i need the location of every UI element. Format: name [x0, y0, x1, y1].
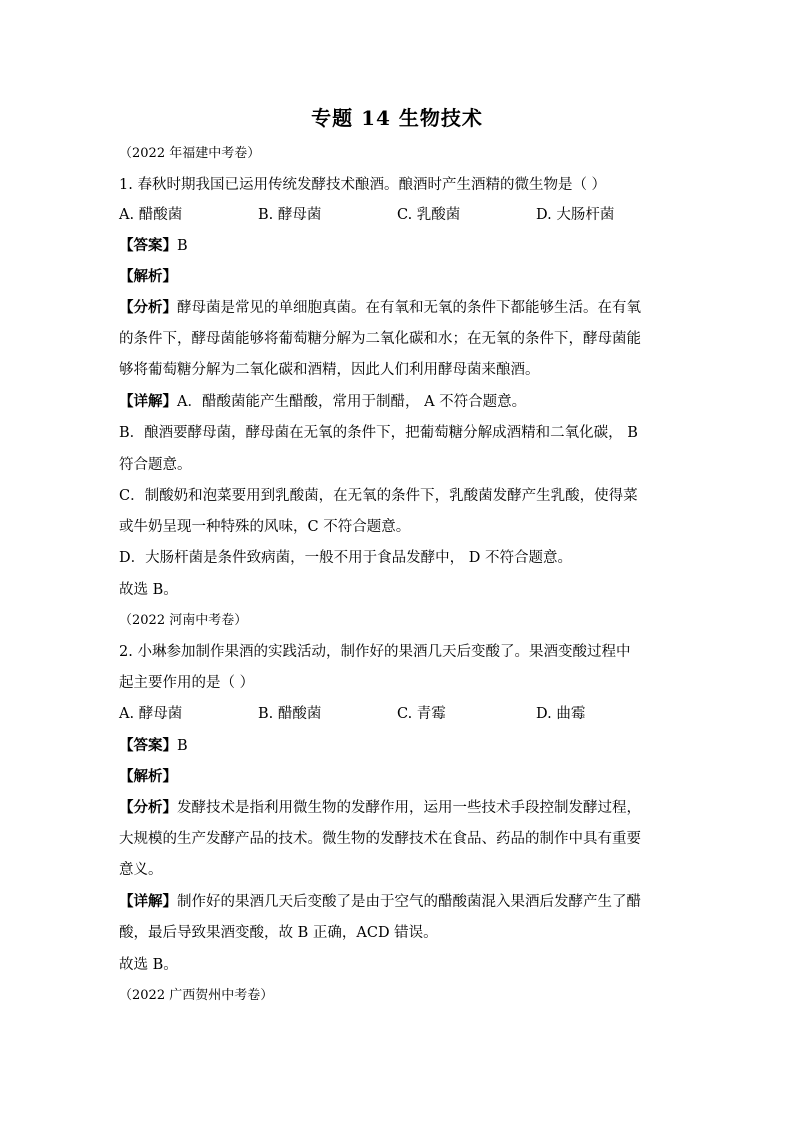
- page-title: 专题 14 生物技术: [311, 106, 483, 130]
- q1-answer: [119, 236, 679, 256]
- q2-xiangjie-text-1: 制作好的果酒几天后变酸了是由于空气的醋酸菌混入果酒后发酵产生了醋: [177, 894, 641, 910]
- q2-fenxi-label: 【分析】: [119, 799, 177, 816]
- q1-xiangjie-line-6: D．大肠杆菌是条件致病菌，一般不用于食品发酵中， D 不符合题意。: [119, 550, 572, 566]
- q1-fenxi-label: 【分析】: [119, 299, 177, 316]
- q2-xiangjie-line-3: 故选 B。: [119, 957, 178, 973]
- q1-option-a: A. 醋酸菌: [119, 207, 183, 223]
- q2-stem-line-1: 2. 小琳参加制作果酒的实践活动，制作好的果酒几天后变酸了。果酒变酸过程中: [119, 644, 631, 660]
- q2-xiangjie-line-2: 酸，最后导致果酒变酸，故 B 正确，ACD 错误。: [119, 925, 438, 941]
- q2-source: （2022 河南中考卷）: [119, 613, 248, 628]
- q2-xiangjie-line-1: [119, 892, 679, 912]
- q1-fenxi-line-1: [119, 298, 679, 318]
- q2-answer-label: 【答案】: [119, 737, 177, 754]
- q1-xiangjie-line-2: B．酿酒要酵母菌，酵母菌在无氧的条件下，把葡萄糖分解成酒精和二氧化碳， B: [119, 425, 638, 441]
- q2-fenxi-line-2: 大规模的生产发酵产品的技术。微生物的发酵技术在食品、药品的制作中具有重要: [119, 831, 641, 847]
- q1-source: （2022 年福建中考卷）: [119, 146, 261, 161]
- q2-stem-line-2: 起主要作用的是（ ）: [119, 675, 255, 691]
- q1-analysis-label: 【解析】: [119, 268, 177, 285]
- q1-xiangjie-line-7: 故选 B。: [119, 582, 178, 598]
- q2-fenxi-line-1: [119, 798, 679, 818]
- q1-xiangjie-line-1: [119, 392, 679, 412]
- q2-option-d: D. 曲霉: [536, 706, 586, 722]
- q1-fenxi-line-2: 的条件下，酵母菌能够将葡萄糖分解为二氧化碳和水；在无氧的条件下，酵母菌能: [119, 331, 641, 347]
- q2-option-c: C. 青霉: [397, 706, 446, 722]
- q1-xiangjie-text-1: A．醋酸菌能产生醋酸，常用于制醋， A 不符合题意。: [177, 394, 527, 410]
- q2-xiangjie-label: 【详解】: [119, 893, 177, 910]
- q1-option-b: B. 酵母菌: [258, 207, 322, 223]
- q1-stem: 1. 春秋时期我国已运用传统发酵技术酿酒。酿酒时产生酒精的微生物是（ ）: [119, 177, 607, 193]
- q2-fenxi-line-3: 意义。: [119, 862, 163, 878]
- q2-option-a: A. 酵母菌: [119, 706, 183, 722]
- q1-fenxi-line-3: 够将葡萄糖分解为二氧化碳和酒精，因此人们利用酵母菌来酿酒。: [119, 362, 540, 378]
- q3-source: （2022 广西贺州中考卷）: [119, 988, 274, 1003]
- q1-option-d: D. 大肠杆菌: [536, 207, 615, 223]
- q1-xiangjie-label: 【详解】: [119, 393, 177, 410]
- q1-answer-label: 【答案】: [119, 237, 177, 254]
- q1-option-c: C. 乳酸菌: [397, 207, 461, 223]
- q2-fenxi-text-1: 发酵技术是指利用微生物的发酵作用，运用一些技术手段控制发酵过程，: [177, 800, 641, 816]
- q2-answer: [119, 736, 679, 756]
- q2-answer-value: B: [177, 738, 188, 754]
- q2-analysis-label: 【解析】: [119, 768, 177, 785]
- q1-xiangjie-line-5: 或牛奶呈现一种特殊的风味，C 不符合题意。: [119, 519, 411, 535]
- q1-xiangjie-line-3: 符合题意。: [119, 457, 192, 473]
- q1-xiangjie-line-4: C．制酸奶和泡菜要用到乳酸菌，在无氧的条件下，乳酸菌发酵产生乳酸，使得菜: [119, 488, 638, 504]
- q2-option-b: B. 醋酸菌: [258, 706, 322, 722]
- q1-fenxi-text-1: 酵母菌是常见的单细胞真菌。在有氧和无氧的条件下都能够生活。在有氧: [177, 300, 641, 316]
- q1-answer-value: B: [177, 238, 188, 254]
